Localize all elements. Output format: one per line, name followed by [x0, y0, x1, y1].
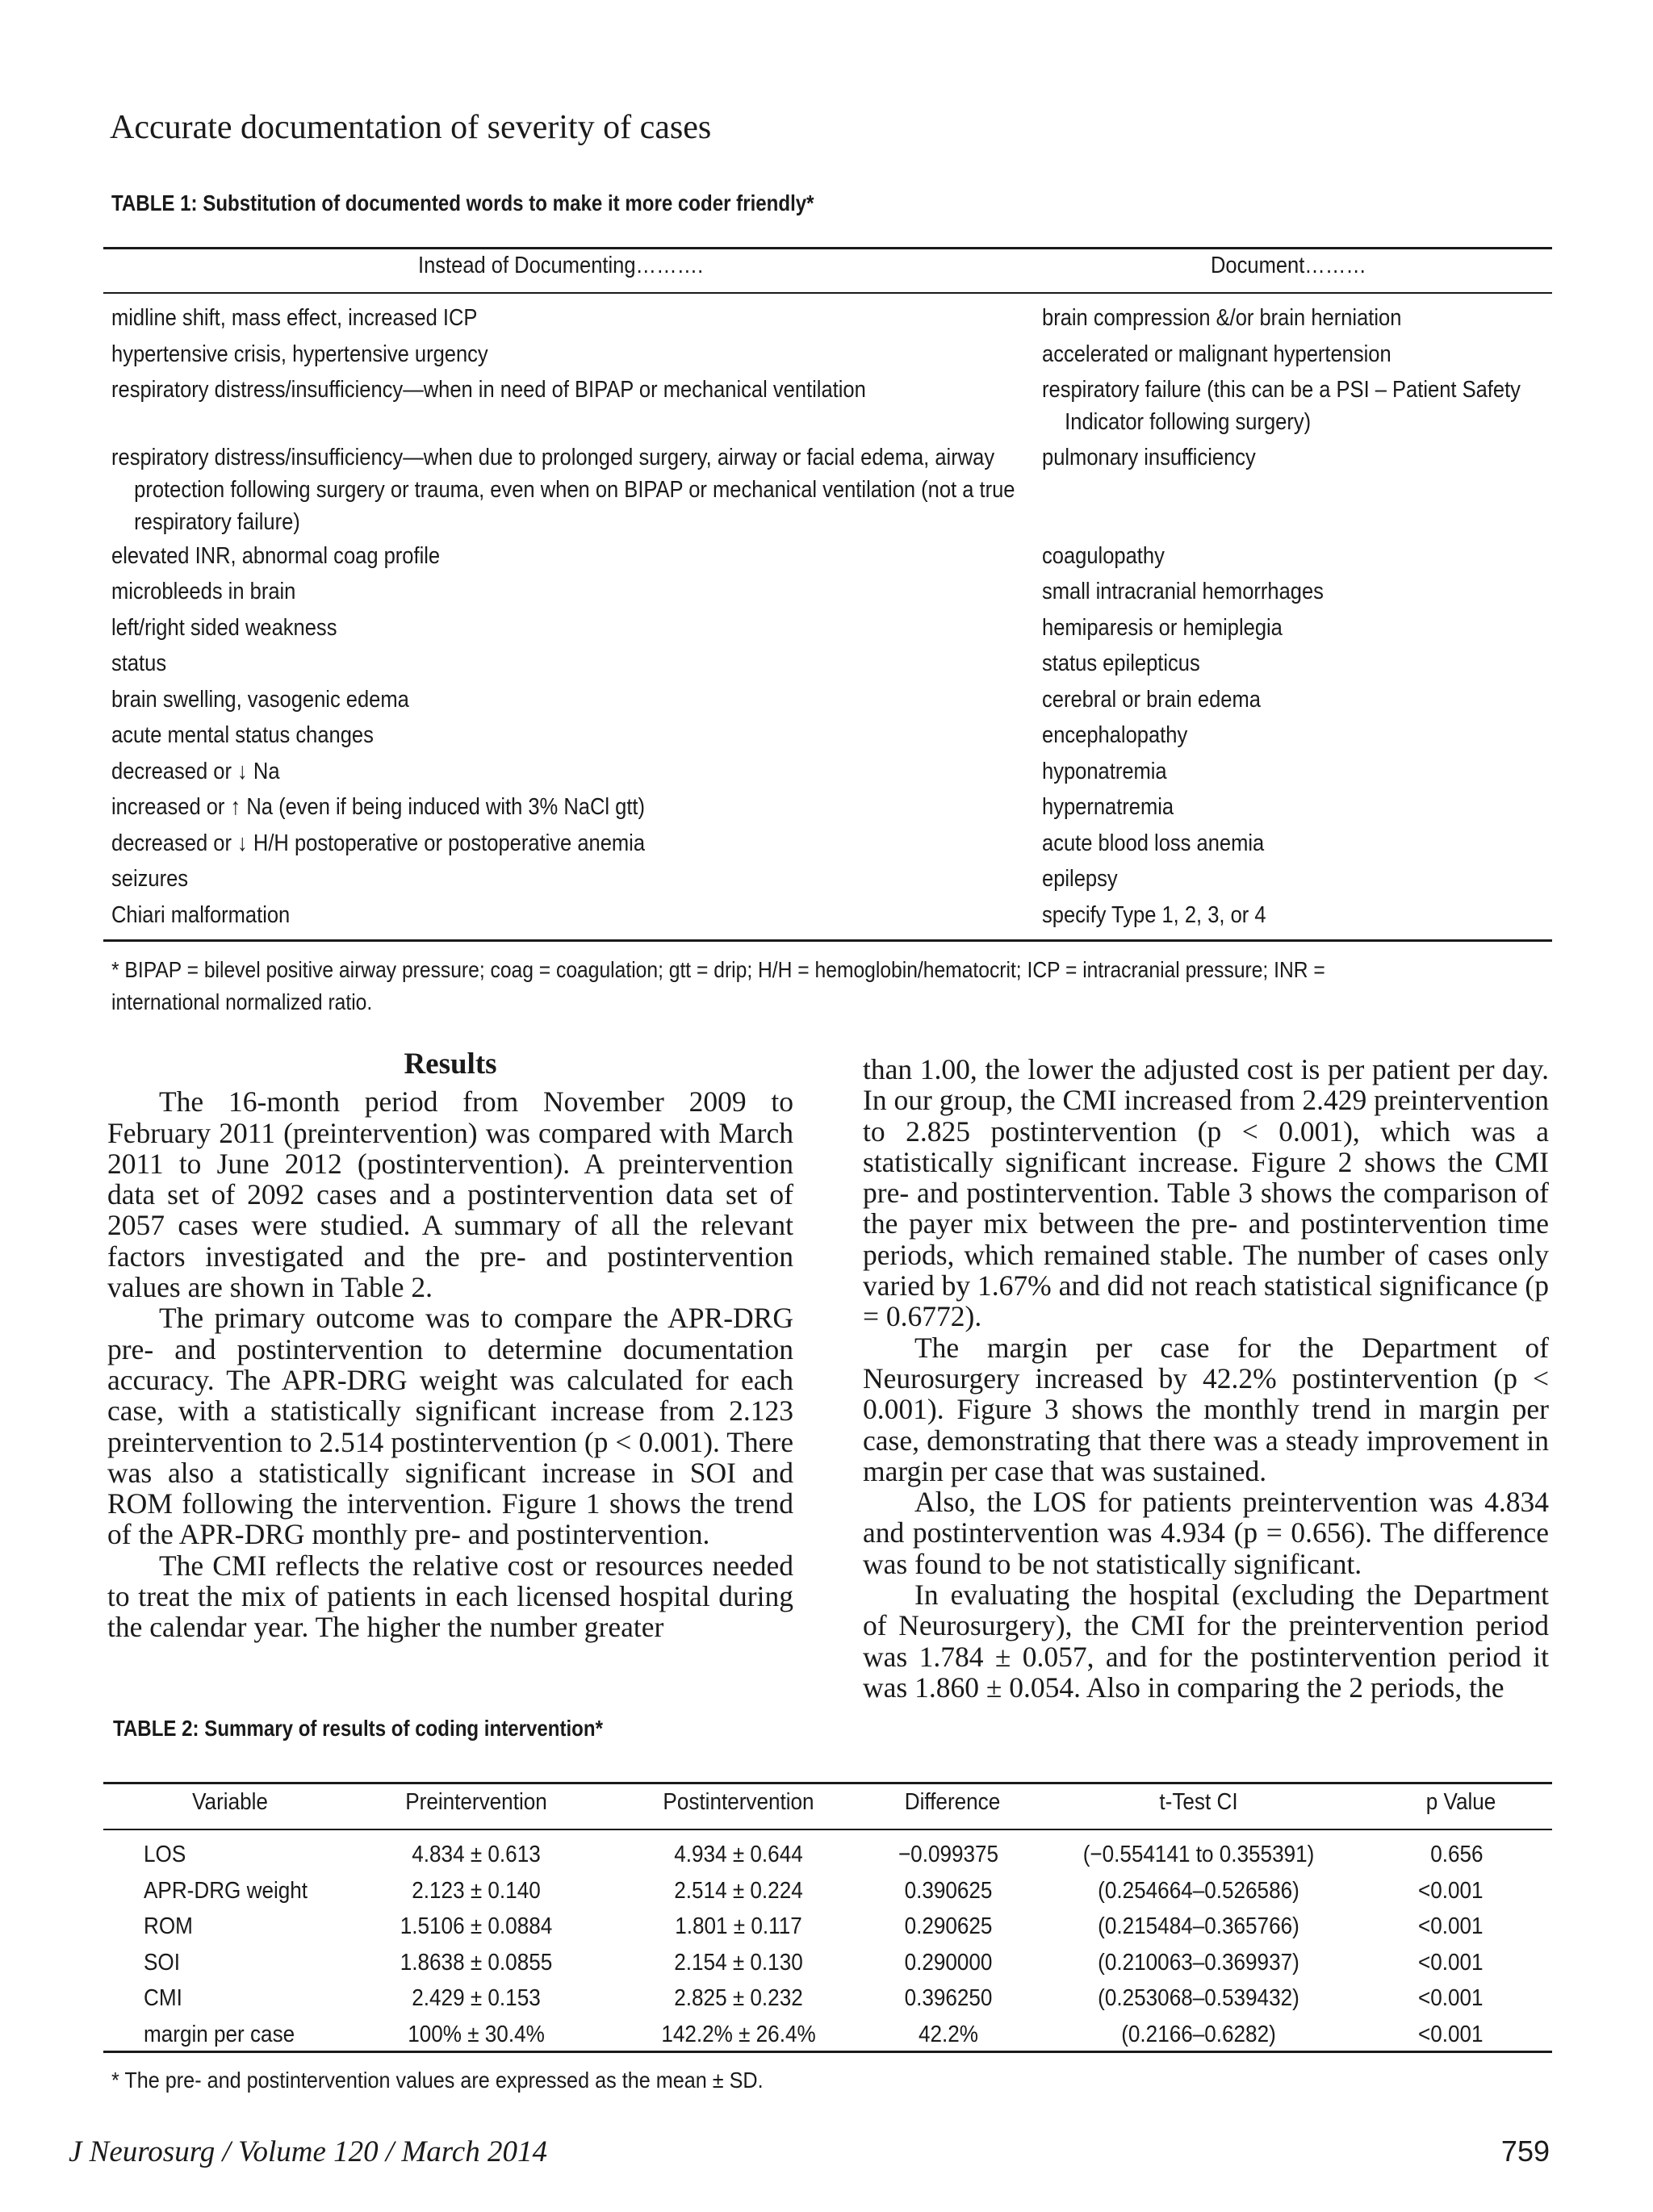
- results-left-column: [107, 1049, 793, 1643]
- table2-cell-preintervention: 1.5106 ± 0.0884: [400, 1913, 553, 1939]
- table1-header-instead: Instead of Documenting……….: [418, 253, 704, 278]
- table1-bottom-rule: [103, 939, 1552, 942]
- table2-caption: TABLE 2: Summary of results of coding intervention*: [113, 1716, 603, 1741]
- table2-cell-variable: APR-DRG weight: [144, 1877, 308, 1904]
- table1-cell-document: hyponatremia: [1042, 759, 1167, 784]
- results-paragraph: In evaluating the hospital (excluding the Department of Neurosurgery), the CMI for the preintervention period was 1.784 ± 0.057, and for the postintervention period it was 1.860 ± 0.054. Also in comparing the 2 periods, the: [863, 1579, 1549, 1704]
- table2-cell-postintervention: 1.801 ± 0.117: [675, 1913, 802, 1939]
- table1-cell-document: brain compression &/or brain herniation: [1042, 305, 1402, 331]
- table2-cell-ttest-ci: (−0.554141 to 0.355391): [1082, 1842, 1315, 1867]
- table2-cell-preintervention: 2.429 ± 0.153: [412, 1985, 541, 2011]
- results-paragraph: Also, the LOS for patients preintervention was 4.834 and postintervention was 4.934 (p = 0.656). The difference was found to be not statistically significant.: [863, 1486, 1549, 1580]
- table1-cell-document: epilepsy: [1042, 866, 1118, 892]
- table2-cell-pvalue: <0.001: [1418, 2021, 1484, 2047]
- table1-cell-instead: elevated INR, abnormal coag profile: [111, 543, 441, 569]
- table1-cell-instead: Chiari malformation: [111, 902, 291, 928]
- table2-cell-difference: 42.2%: [918, 2021, 978, 2047]
- results-paragraph: The primary outcome was to compare the APR-DRG pre- and postintervention to determine documentation accuracy. The APR-DRG weight was calculated for each case, with a statistically significant increase from 2.123 preintervention to 2.514 postintervention (p < 0.001). There was also a statistically significant increase in SOI and ROM following the intervention. Figure 1 shows the trend of the APR-DRG monthly pre- and postintervention.: [107, 1302, 793, 1551]
- results-paragraph: The margin per case for the Department of Neurosurgery increased by 42.2% postintervention (p < 0.001). Figure 3 shows the monthly trend in margin per case, demonstrating that there was a steady improvement in margin per case that was sustained.: [863, 1331, 1549, 1487]
- table1-cell-instead: decreased or ↓ H/H postoperative or postoperative anemia: [111, 830, 646, 856]
- table2-cell-postintervention: 142.2% ± 26.4%: [661, 2021, 816, 2047]
- table2-header-preintervention: Preintervention: [405, 1789, 547, 1815]
- table2-cell-pvalue: <0.001: [1418, 1877, 1484, 1904]
- table1-cell-document: small intracranial hemorrhages: [1042, 579, 1324, 604]
- table1-cell-instead: midline shift, mass effect, increased ICP: [111, 305, 478, 331]
- results-paragraph: than 1.00, the lower the adjusted cost is per patient per day. In our group, the CMI increased from 2.429 preintervention to 2.825 postintervention (p < 0.001), which was a statistically significant increase. Figure 2 shows the CMI pre- and postintervention. Table 3 shows the comparison of the payer mix between the pre- and postintervention time periods, which remained stable. The number of cases only varied by 1.67% and did not reach statistical significance (p = 0.6772).: [863, 1053, 1549, 1333]
- table2-cell-preintervention: 100% ± 30.4%: [408, 2021, 545, 2047]
- table2-cell-ttest-ci: (0.210063–0.369937): [1098, 1949, 1299, 1976]
- table1-cell-document: hemiparesis or hemiplegia: [1042, 615, 1283, 641]
- table2-cell-ttest-ci: (0.2166–0.6282): [1121, 2021, 1276, 2047]
- table2-header-ttest-ci: t-Test CI: [1159, 1789, 1238, 1815]
- table2-cell-ttest-ci: (0.254664–0.526586): [1098, 1877, 1299, 1904]
- results-paragraph: The CMI reflects the relative cost or resources needed to treat the mix of patients in each licensed hospital during the calendar year. The higher the number greater: [107, 1549, 793, 1644]
- table2-cell-difference: 0.390625: [904, 1877, 993, 1904]
- table2-cell-variable: LOS: [144, 1842, 186, 1867]
- table2-cell-pvalue: <0.001: [1418, 1949, 1484, 1976]
- table1-cell-instead: decreased or ↓ Na: [111, 759, 280, 784]
- table2-header-pvalue: p Value: [1425, 1789, 1496, 1815]
- table2-cell-variable: CMI: [144, 1985, 182, 2011]
- table1-header-document: Document………: [1211, 253, 1366, 278]
- table1-cell-document: encephalopathy: [1042, 722, 1188, 748]
- table1-cell-document: acute blood loss anemia: [1042, 830, 1265, 856]
- running-head: Accurate documentation of severity of cases: [110, 109, 712, 146]
- table1-cell-document: respiratory failure (this can be a PSI – Patient Safety Indicator following surgery): [1042, 377, 1521, 435]
- table2-header-difference: Difference: [904, 1789, 1001, 1815]
- table2-header-rule: [103, 1829, 1552, 1830]
- table2-cell-pvalue: <0.001: [1418, 1913, 1484, 1939]
- results-heading: Results: [404, 1047, 497, 1081]
- table2-footnote: * The pre- and postintervention values are expressed as the mean ± SD.: [111, 2068, 764, 2093]
- table1-top-rule: [103, 247, 1552, 249]
- table2-cell-pvalue: <0.001: [1418, 1985, 1484, 2011]
- table2-cell-postintervention: 2.825 ± 0.232: [674, 1985, 803, 2011]
- table2-cell-postintervention: 2.514 ± 0.224: [674, 1877, 803, 1904]
- table2-cell-postintervention: 4.934 ± 0.644: [674, 1842, 803, 1867]
- table1-header-rule: [103, 292, 1552, 294]
- journal-reference: J Neurosurg / Volume 120 / March 2014: [69, 2135, 547, 2168]
- table2-cell-ttest-ci: (0.253068–0.539432): [1098, 1985, 1299, 2011]
- table1-cell-instead: brain swelling, vasogenic edema: [111, 687, 409, 713]
- table2-top-rule: [103, 1782, 1552, 1784]
- table1-cell-instead: microbleeds in brain: [111, 579, 296, 604]
- table1-cell-instead: acute mental status changes: [111, 722, 374, 748]
- table2-cell-ttest-ci: (0.215484–0.365766): [1098, 1913, 1299, 1939]
- table2-cell-postintervention: 2.154 ± 0.130: [674, 1949, 803, 1976]
- table1-cell-instead: left/right sided weakness: [111, 615, 337, 641]
- table2-header-variable: Variable: [192, 1789, 268, 1815]
- results-right-column: [863, 1054, 1549, 1703]
- table1-cell-document: hypernatremia: [1042, 794, 1174, 820]
- table1-cell-document: accelerated or malignant hypertension: [1042, 341, 1391, 367]
- table1-cell-instead: hypertensive crisis, hypertensive urgency: [111, 341, 488, 367]
- table2-cell-pvalue: 0.656: [1430, 1842, 1484, 1867]
- table1-cell-instead: respiratory distress/insufficiency—when due to prolonged surgery, airway or facial edema, airway protection following surgery or trauma, even when on BIPAP or mechanical ventilation (not a true respiratory failure): [111, 445, 1015, 535]
- table2-cell-preintervention: 2.123 ± 0.140: [412, 1877, 541, 1904]
- table2-cell-difference: 0.290625: [904, 1913, 993, 1939]
- table1-cell-document: coagulopathy: [1042, 543, 1165, 569]
- table2-cell-variable: ROM: [144, 1913, 193, 1939]
- results-paragraph: The 16-month period from November 2009 to February 2011 (preintervention) was compared with March 2011 to June 2012 (postintervention). A preintervention data set of 2092 cases and a postintervention data set of 2057 cases were studied. A summary of all the relevant factors investigated and the pre- and postintervention values are shown in Table 2.: [107, 1085, 793, 1304]
- table2-cell-difference: 0.396250: [904, 1985, 993, 2011]
- page-number: 759: [1500, 2135, 1550, 2168]
- table2-cell-variable: SOI: [144, 1949, 180, 1976]
- table2-cell-variable: margin per case: [144, 2021, 295, 2047]
- table1-cell-document: specify Type 1, 2, 3, or 4: [1042, 902, 1266, 928]
- table2-cell-preintervention: 1.8638 ± 0.0855: [400, 1949, 553, 1976]
- table1-cell-document: pulmonary insufficiency: [1042, 445, 1256, 470]
- table2-cell-preintervention: 4.834 ± 0.613: [412, 1842, 541, 1867]
- table1-cell-document: status epilepticus: [1042, 650, 1200, 676]
- table1-cell-instead: respiratory distress/insufficiency—when in need of BIPAP or mechanical ventilation: [111, 377, 866, 403]
- table1-cell-instead: seizures: [111, 866, 189, 892]
- table2-header-postintervention: Postintervention: [663, 1789, 814, 1815]
- table1-cell-document: cerebral or brain edema: [1042, 687, 1261, 713]
- table2-cell-difference: 0.290000: [904, 1949, 993, 1976]
- table1-cell-instead: status: [111, 650, 167, 676]
- table1-caption: TABLE 1: Substitution of documented words to make it more coder friendly*: [111, 190, 814, 215]
- table2-bottom-rule: [103, 2051, 1552, 2053]
- table1-footnote: * BIPAP = bilevel positive airway pressure; coag = coagulation; gtt = drip; H/H = hemoglobin/hematocrit; ICP = intracranial pressure; INR = international normalized ratio.: [111, 957, 1325, 1014]
- table2-cell-difference: −0.099375: [898, 1842, 999, 1867]
- table1-cell-instead: increased or ↑ Na (even if being induced with 3% NaCl gtt): [111, 794, 646, 820]
